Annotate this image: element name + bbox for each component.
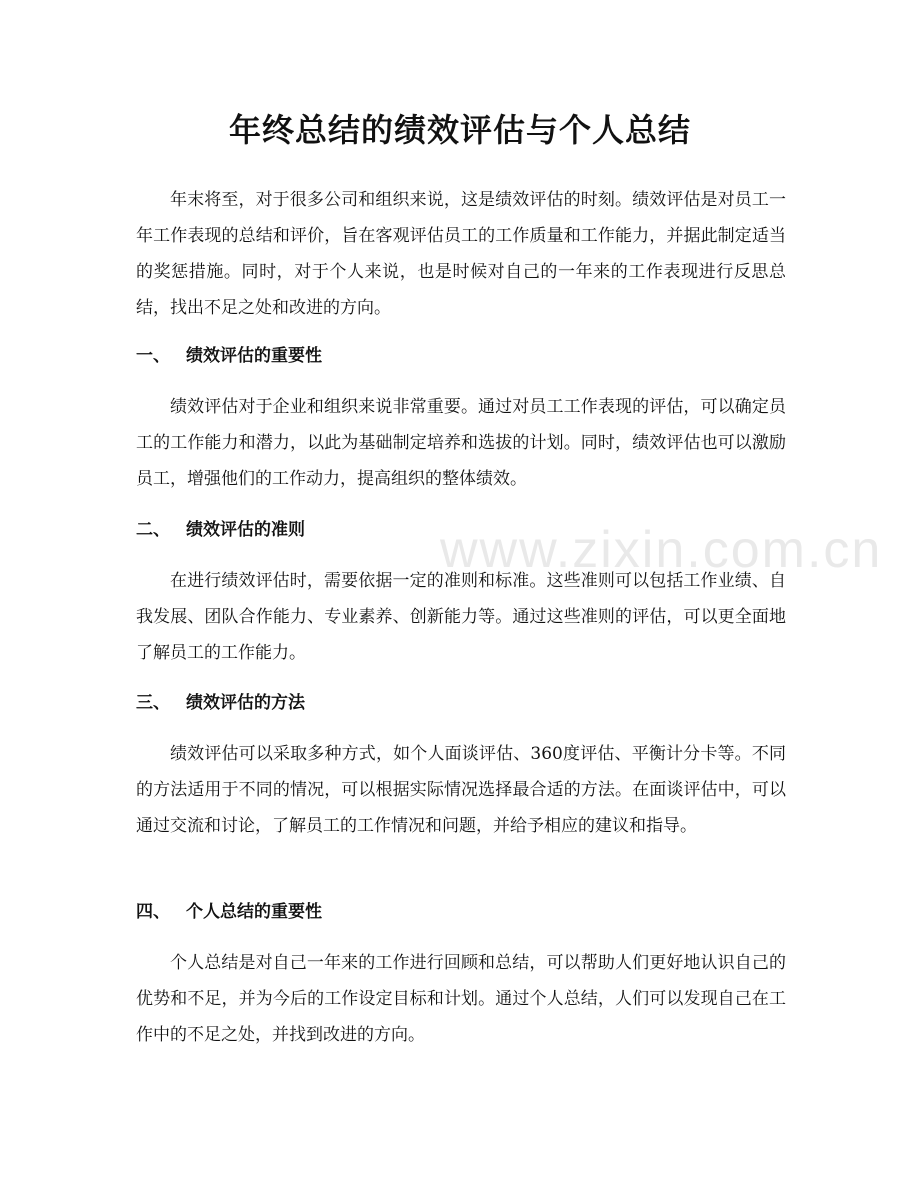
section-heading-text: 绩效评估的准则 (186, 520, 305, 540)
section-heading-text: 绩效评估的重要性 (186, 346, 322, 366)
section-heading-4 (136, 897, 786, 927)
section-body-3: 绩效评估可以采取多种方式，如个人面谈评估、360度评估、平衡计分卡等。不同的方法适用于不同的情况，可以根据实际情况选择最合适的方法。在面谈评估中，可以通过交流和讨论，了解员工的工作情况和问题，并给予相应的建议和指导。 (136, 744, 786, 836)
section-number: 四、 (136, 902, 170, 922)
section-heading-3 (136, 688, 786, 718)
section-heading-2 (136, 515, 786, 545)
watermark: www.zixin.com.cn (440, 521, 883, 579)
section-heading-1 (136, 341, 786, 371)
section-heading-text: 个人总结的重要性 (186, 902, 322, 922)
document-title: 年终总结的绩效评估与个人总结 (228, 111, 691, 149)
section-body-2: 在进行绩效评估时，需要依据一定的准则和标准。这些准则可以包括工作业绩、自我发展、团队合作能力、专业素养、创新能力等。通过这些准则的评估，可以更全面地了解员工的工作能力。 (136, 571, 786, 663)
section-body-1: 绩效评估对于企业和组织来说非常重要。通过对员工工作表现的评估，可以确定员工的工作能力和潜力，以此为基础制定培养和选拔的计划。同时，绩效评估也可以激励员工，增强他们的工作动力，提高组织的整体绩效。 (136, 397, 786, 489)
intro-paragraph: 年末将至，对于很多公司和组织来说，这是绩效评估的时刻。绩效评估是对员工一年工作表现的总结和评价，旨在客观评估员工的工作质量和工作能力，并据此制定适当的奖惩措施。同时，对于个人来说，也是时候对自己的一年来的工作表现进行反思总结，找出不足之处和改进的方向。 (136, 190, 786, 318)
section-number: 三、 (136, 693, 170, 713)
section-number: 二、 (136, 520, 170, 540)
section-heading-text: 绩效评估的方法 (186, 693, 305, 713)
section-number: 一、 (136, 346, 170, 366)
section-body-4: 个人总结是对自己一年来的工作进行回顾和总结，可以帮助人们更好地认识自己的优势和不足，并为今后的工作设定目标和计划。通过个人总结，人们可以发现自己在工作中的不足之处，并找到改进的方向。 (136, 953, 786, 1045)
